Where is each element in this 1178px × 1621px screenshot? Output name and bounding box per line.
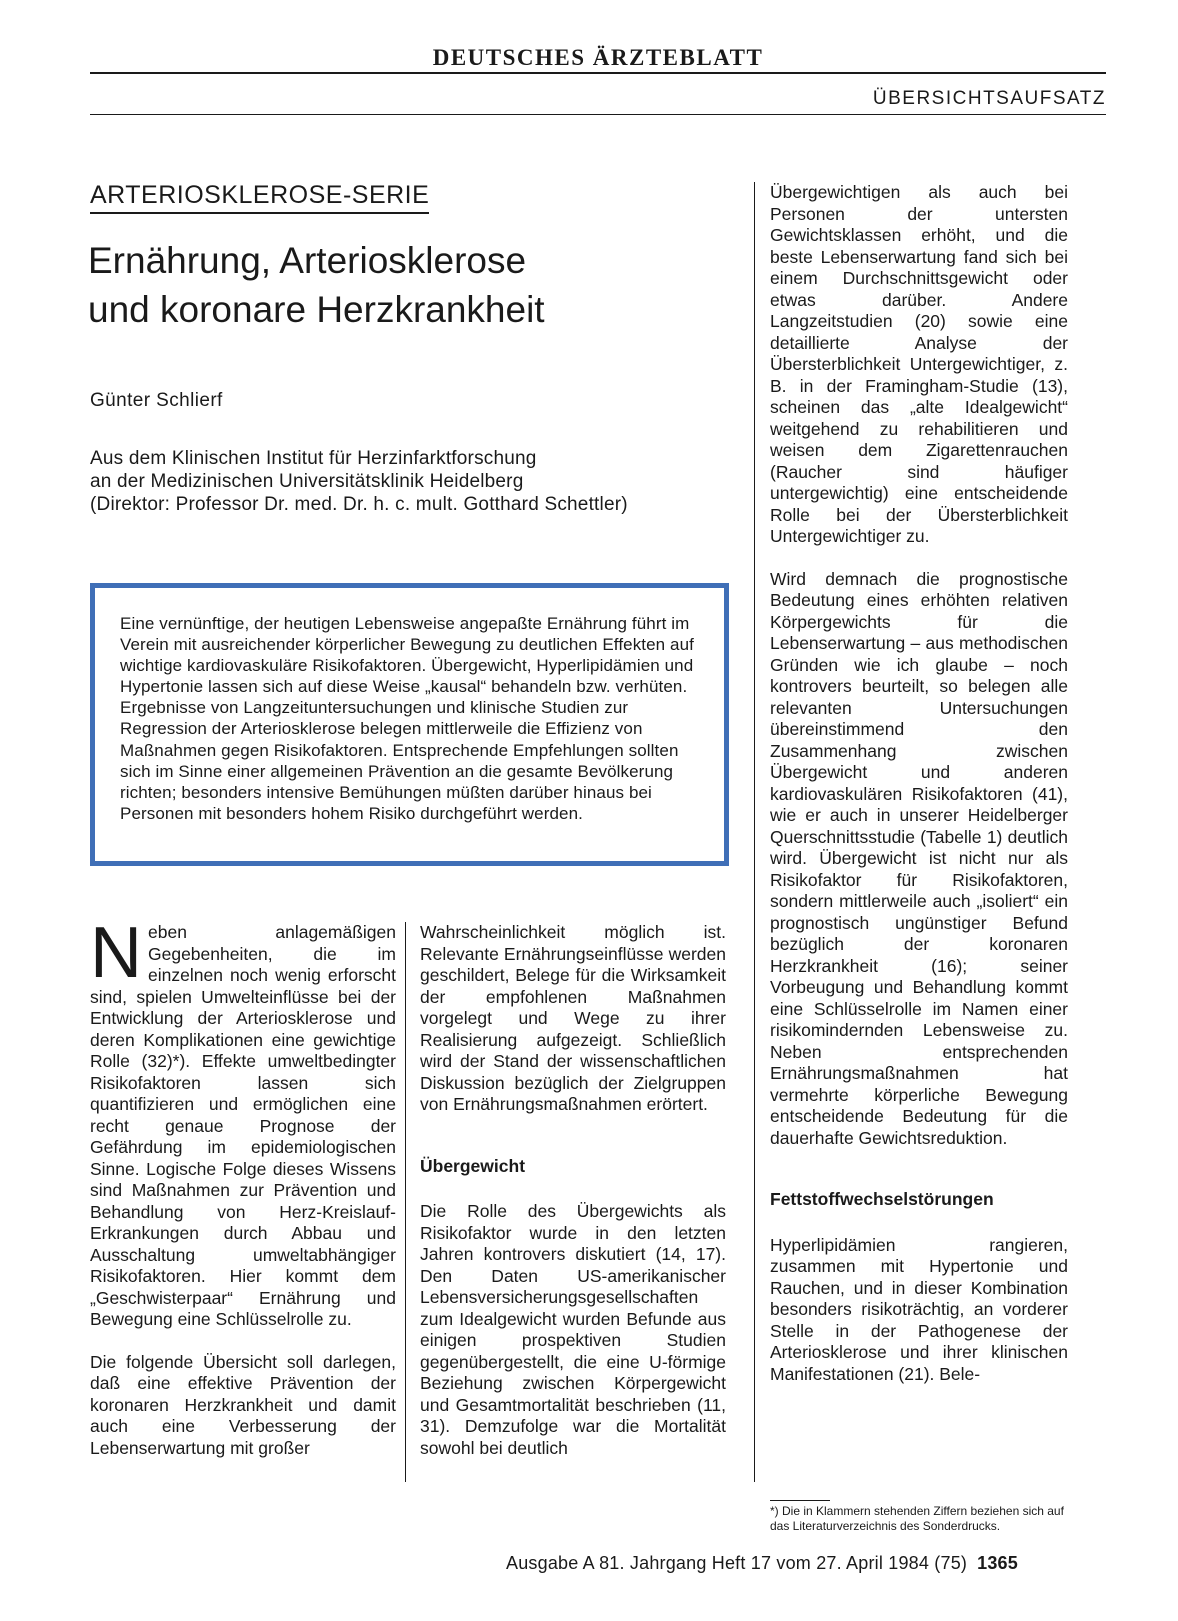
journal-masthead: DEUTSCHES ÄRZTEBLATT (432, 45, 764, 70)
heading-fettstoffwechsel: Fettstoffwechselstörungen (770, 1189, 994, 1209)
abstract-text: Eine vernünftige, der heutigen Lebensweise angepaßte Ernährung führt im Verein mit ausreichender körperlicher Bewegung zu deutlichen Effekten auf wichtige kardiovaskuläre Risikofaktoren. Übergewicht, Hyperlipidämien und Hypertonie lassen sich auf diese Weise „kausal“ behandeln bzw. verhüten. Ergebnisse von Langzeituntersuchungen und klinische Studien zur Regression der Arteriosklerose belegen mittlerweile die Effizienz von Maßnahmen gegen Risikofaktoren. Entsprechende Empfehlungen sollten sich im Sinne einer allgemeinen Prävention an die gesamte Bevölkerung richten; besonders intensive Bemühungen müßten darüber hinaus bei Personen mit besonders hohem Risiko durchgeführt werden. (120, 614, 694, 823)
drop-cap: N (90, 913, 142, 993)
affiliation (90, 447, 628, 516)
body-column-3 (770, 182, 1068, 1385)
affiliation-line-2: an der Medizinischen Universitätsklinik Heidelberg (90, 471, 524, 492)
section-label: ÜBERSICHTSAUFSATZ (872, 88, 1106, 109)
section-rule (90, 114, 1106, 115)
abstract-box (90, 583, 729, 866)
article-title (88, 236, 728, 334)
col2-paragraph-2: Die Rolle des Übergewichts als Risikofaktor wurde in den letzten Jahren kontrovers diskutiert (14, 17). Den Daten US-amerikanischer Lebensversicherungsgesellschaften zum Idealgewicht wurden Befunde aus einigen prospektiven Studien gegenübergestellt, die eine U-förmige Beziehung zwischen Körpergewicht und Gesamtmortalität beschrieben (11, 31). Demzufolge war die Mortalität sowohl bei deutlich (420, 1201, 726, 1458)
col2-paragraph-1: Wahrscheinlichkeit möglich ist. Relevante Ernährungseinflüsse werden geschildert, Belege für die Wirksamkeit der empfohlenen Maßnahmen vorgelegt und Wege zu ihrer Realisierung aufgezeigt. Schließlich wird der Stand der wissenschaftlichen Diskussion bezüglich der Zielgruppen von Ernährungsmaßnahmen erörtert. (420, 922, 726, 1114)
col3-paragraph-1: Übergewichtigen als auch bei Personen der untersten Gewichtsklassen erhöht, und die beste Lebenserwartung fand sich bei einem Durchschnittsgewicht oder etwas darüber. Andere Langzeitstudien (20) sowie eine detaillierte Analyse der Übersterblichkeit Untergewichtiger, z. B. in der Framingham-Studie (13), scheinen das „alte Idealgewicht“ weitgehend zu rehabilitieren und weisen dem Zigarettenrauchen (Raucher sind häufiger untergewichtig) eine entscheidende Rolle bei der Übersterblichkeit Untergewichtiger zu. (770, 182, 1068, 546)
footnote-rule (770, 1500, 830, 1501)
overview-paragraph: Die folgende Übersicht soll darlegen, daß eine effektive Prävention der koronaren Herzkrankheit und damit auch eine Verbesserung der Lebenserwartung mit großer (90, 1351, 396, 1458)
affiliation-line-3: (Direktor: Professor Dr. med. Dr. h. c. mult. Gotthard Schettler) (90, 494, 628, 515)
title-line-1: Ernährung, Arteriosklerose (88, 240, 527, 281)
page-number: 1365 (977, 1553, 1018, 1573)
col3-paragraph-2: Wird demnach die prognostische Bedeutung eines erhöhten relativen Körpergewichts für die Lebenserwartung – aus methodischen Gründen wie ich glaube – noch kontrovers beurteilt, so belegen alle relevanten Untersuchungen übereinstimmend den Zusammenhang zwischen Übergewicht und anderen kardiovaskulären Risikofaktoren (41), wie er auch in unserer Heidelberger Querschnittsstudie (Tabelle 1) deutlich wird. Übergewicht ist nicht nur als Risikofaktor für Risikofaktoren, sondern mittlerweile auch „isoliert“ ein prognostisch ungünstiger Befund bezüglich der koronaren Herzkrankheit (16); seiner Vorbeugung und Behandlung kommt eine Schlüsselrolle im Namen einer risikomindernden Lebensweise zu. Neben entsprechenden Ernährungsmaßnahmen hat vermehrte körperliche Bewegung entscheidende Bedeutung für die dauerhafte Gewichtsreduktion. (770, 568, 1068, 1148)
body-column-2 (420, 922, 726, 1459)
body-column-1 (90, 913, 396, 1459)
masthead-rule (90, 72, 1106, 74)
issue-info: Ausgabe A 81. Jahrgang Heft 17 vom 27. April 1984 (75) (506, 1553, 968, 1573)
affiliation-line-1: Aus dem Klinischen Institut für Herzinfarktforschung (90, 448, 537, 469)
title-line-2: und koronare Herzkrankheit (88, 289, 545, 330)
series-label: ARTERIOSKLEROSE-SERIE (90, 180, 429, 214)
intro-paragraph (90, 913, 396, 1331)
page-footer (506, 1553, 1018, 1574)
column-divider-left (405, 922, 406, 1482)
heading-uebergewicht: Übergewicht (420, 1155, 526, 1176)
col3-paragraph-3: Hyperlipidämien rangieren, zusammen mit Hypertonie und Rauchen, und in dieser Kombination besonders risikoträchtig, an vorderer Stelle in der Pathogenese der Arteriosklerose und ihrer klinischen Manifestationen (21). Bele- (770, 1234, 1068, 1384)
author-name: Günter Schlierf (90, 390, 223, 411)
intro-text: eben anlagemäßigen Gegebenheiten, die im einzelnen noch wenig erforscht sind, spielen Umwelteinflüsse bei der Entwicklung der Arteriosklerose und deren Komplikationen eine gewichtige Rolle (32)*). Effekte umweltbedingter Risikofaktoren lassen sich quantifizieren und ermöglichen eine recht genaue Prognose der Gefährdung im epidemiologischen Sinne. Logische Folge dieses Wissens sind Maßnahmen zur Prävention und Behandlung von Herz-Kreislauf-Erkrankungen durch Abbau und Ausschaltung umweltabhängiger Risikofaktoren. Hier kommt dem „Geschwisterpaar“ Ernährung und Bewegung eine Schlüsselrolle zu. (90, 922, 396, 1329)
column-divider-right (754, 182, 755, 1482)
footnote: *) Die in Klammern stehenden Ziffern beziehen sich auf das Literaturverzeichnis des Sonderdrucks. (770, 1504, 1064, 1533)
